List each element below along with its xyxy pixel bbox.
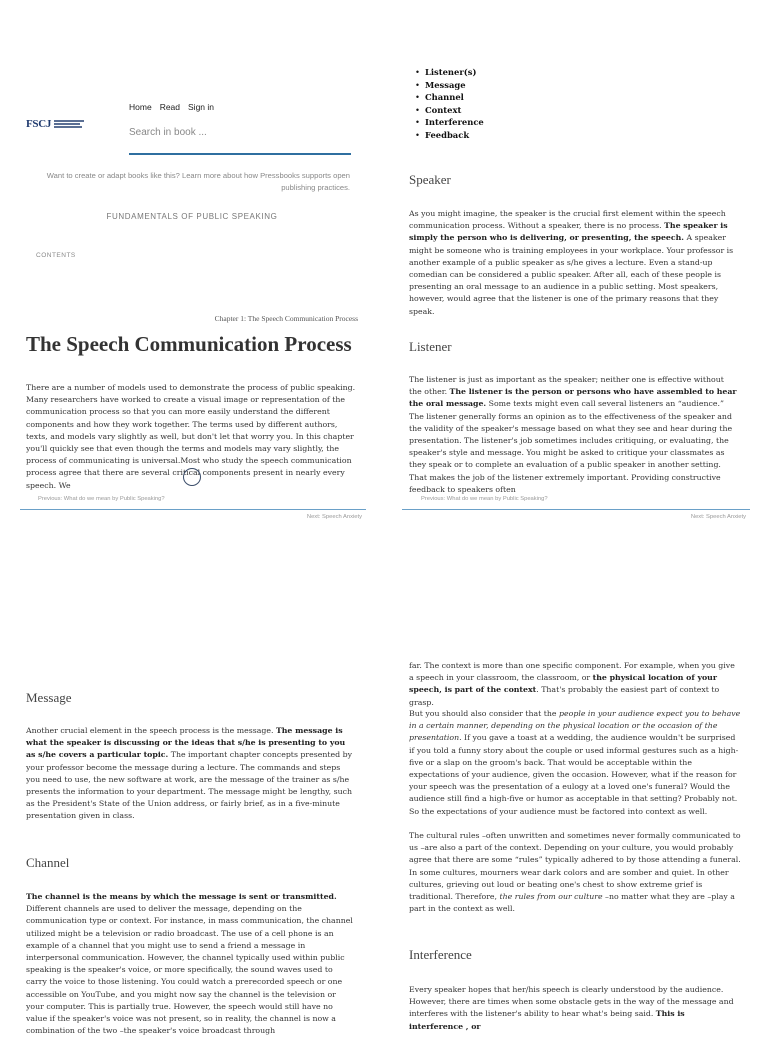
context-paragraph-1 xyxy=(409,660,741,707)
listener-text-2: Some texts might even call several listeners an “audience.” The listener generally forms an opinion as to the effectiveness of the speaker and the validity of the speaker's message based on what they see and hear during the presentation. The listener's job sometimes includes critiquing, or evaluating, the speaker's style and message. You might be asked to critique your classmates as they speak or to complete an evaluation of a public speaker in another setting. That makes the job of the listener extremely important. Providing constructive feedback to speakers often xyxy=(409,399,733,494)
list-item: • Channel xyxy=(415,91,484,104)
listener-text-1: The listener is just as important as the speaker; neither one is effective without the other. xyxy=(409,375,724,397)
context-text-1b: . That's probably the easiest part of context to grasp. xyxy=(409,685,720,707)
nav-home-link[interactable]: Home xyxy=(129,102,152,112)
context-text-2b: . If you gave a toast at a wedding, the audience wouldn't be surprised if you told a funny story about the couple or used informal gestures such as a high-five or a slap on the groom's back. That would be acceptable within the expectations of your audience, given the occasion. However, what if the reason for your speech was the presentation of a eulogy at a loved one's funeral? Would the audience still find a high-five or humor as acceptable in that setting? Probably not. So the expectations of your audience must be factored into context as well. xyxy=(409,733,739,816)
list-item: • Interference xyxy=(415,116,484,129)
nav-signin-link[interactable]: Sign in xyxy=(188,102,215,112)
speaker-paragraph xyxy=(409,208,739,316)
context-paragraph-2 xyxy=(409,708,741,823)
context-definition: the physical location of your speech, is part of the context xyxy=(409,673,717,695)
prev-link[interactable]: Previous: What do we mean by Public Speaking? xyxy=(38,496,165,502)
message-definition: The message is what the speaker is discussing or the ideas that s/he is presenting to you as s/he covers a particular topic. xyxy=(26,726,346,760)
next-link[interactable]: Next: Speech Anxiety xyxy=(690,514,746,520)
components-list xyxy=(415,66,484,142)
message-paragraph xyxy=(26,725,356,829)
context-text-3a: The cultural rules –often unwritten and sometimes never formally communicated to us –are also a part of the context. Depending on your culture, you would probably agree that there are some “rules” typically adhered to by those attending a funeral. In some cultures, mourners wear dark colors and are somber and quiet. In other cultures, grieving out loud or beating one's chest to show extreme grief is traditional. Therefore, xyxy=(409,831,741,902)
list-item: • Context xyxy=(415,104,484,117)
prev-link[interactable]: Previous: What do we mean by Public Speaking? xyxy=(421,496,548,502)
adapt-notice[interactable]: Want to create or adapt books like this? Learn more about how Pressbooks supports open publishing practices. xyxy=(46,171,350,192)
context-text-1a: far. The context is more than one specific component. For example, when you give a speech in your classroom, the classroom, or xyxy=(409,661,735,683)
context-emphasis-3: the rules from our culture xyxy=(499,892,603,902)
list-item: • Listener(s) xyxy=(415,66,484,79)
nav-read-link[interactable]: Read xyxy=(159,102,181,112)
interference-text: Every speaker hopes that her/his speech is clearly understood by the audience. However, there are times when some obstacle gets in the way of the message and interferes with the listener's ability to hear what's being said. xyxy=(409,985,734,1019)
listener-paragraph xyxy=(409,374,739,494)
context-paragraph-3 xyxy=(409,830,741,920)
context-text-2a: But you should also consider that the xyxy=(409,709,560,718)
speaker-text-2: A speaker might be someone who is training employees in your workplace. Your professor is another example of a public speaker as s/he gives a lecture. Even a stand-up comedian can be considered a public speaker. After all, each of these people is presenting an oral message to an audience in a public setting. Most speakers, however, would agree that the listener is one of the primary reasons that they speak. xyxy=(409,233,734,316)
cursor-circle-icon xyxy=(183,468,201,486)
context-text-3b: –no matter what they are –play a part in the context as well. xyxy=(409,892,735,914)
speaker-definition: The speaker is simply the person who is delivering, or presenting, the speech. xyxy=(409,221,728,243)
context-emphasis-2: people in your audience expect you to behave in a certain manner, depending on the physical location or the occasion of the presentation xyxy=(409,709,741,743)
listener-heading: Listener xyxy=(409,339,452,354)
channel-paragraph xyxy=(26,891,356,1036)
channel-definition: The channel is the means by which the message is sent or transmitted. xyxy=(26,892,337,901)
logo-lines-icon xyxy=(54,120,84,128)
listener-definition: The listener is the person or persons who have assembled to hear the oral message. xyxy=(409,387,737,409)
interference-heading: Interference xyxy=(409,947,472,962)
list-item: • Message xyxy=(415,79,484,92)
page-title: The Speech Communication Process xyxy=(26,332,352,356)
logo-text: FSCJ xyxy=(26,118,52,130)
intro-paragraph: There are a number of models used to demonstrate the process of public speaking. Many researchers have worked to create a visual image or representation of the communication process so that you can more easily understand the different components and how they work together. The terms used by different authors, texts, and models vary slightly as well, but don't let that worry you. In this chapter you'll quickly see that even though the terms and models may vary slightly, the process of communicating is universal.Most who study the speech communication process agree that there are several critical components present in nearly every speech. We xyxy=(26,383,356,490)
chapter-label: Chapter 1: The Speech Communication Process xyxy=(214,314,358,323)
next-link[interactable]: Next: Speech Anxiety xyxy=(306,514,362,520)
search-input[interactable]: Search in book ... xyxy=(129,125,351,155)
top-nav xyxy=(129,102,214,112)
fscj-logo[interactable] xyxy=(26,118,84,130)
book-title[interactable]: FUNDAMENTALS OF PUBLIC SPEAKING xyxy=(106,212,278,221)
speaker-heading: Speaker xyxy=(409,172,451,187)
channel-text: Different channels are used to deliver the message, depending on the communication type or context. For instance, in mass communication, the channel utilized might be a television or radio broadcast. The use of a cell phone is an example of a channel that you might use to send a friend a message in interpersonal communication. However, the channel typically used within public speaking is the speaker's voice, or more specifically, the sound waves used to carry the voice to those listening. You could watch a prerecorded speech or one accessible on YouTube, and you might now say the channel is the television or your computer. This is partially true. However, the speech would still have no value if the speaker's voice was not present, so in reality, the channel is now a combination of the two –the speaker's voice broadcast through xyxy=(26,904,353,1036)
message-text-1: Another crucial element in the speech process is the message. xyxy=(26,726,276,735)
message-text-2: The important chapter concepts presented by your professor become the message during a lecture. The commands and steps you need to use, the new software at work, are the message of the trainer as s/he presents the information to your department. The message might be lengthy, such as the President's State of the Union address, or fairly brief, as in a five-minute presentation given in class. xyxy=(26,750,353,821)
channel-heading: Channel xyxy=(26,855,70,870)
list-item: • Feedback xyxy=(415,129,484,142)
message-heading: Message xyxy=(26,690,72,705)
interference-definition: This is interference , or xyxy=(409,1009,685,1031)
contents-toggle[interactable]: CONTENTS xyxy=(36,252,76,259)
speaker-text-1: As you might imagine, the speaker is the crucial first element within the speech communication process. Without a speaker, there is no process. xyxy=(409,209,726,231)
interference-paragraph xyxy=(409,984,741,1031)
